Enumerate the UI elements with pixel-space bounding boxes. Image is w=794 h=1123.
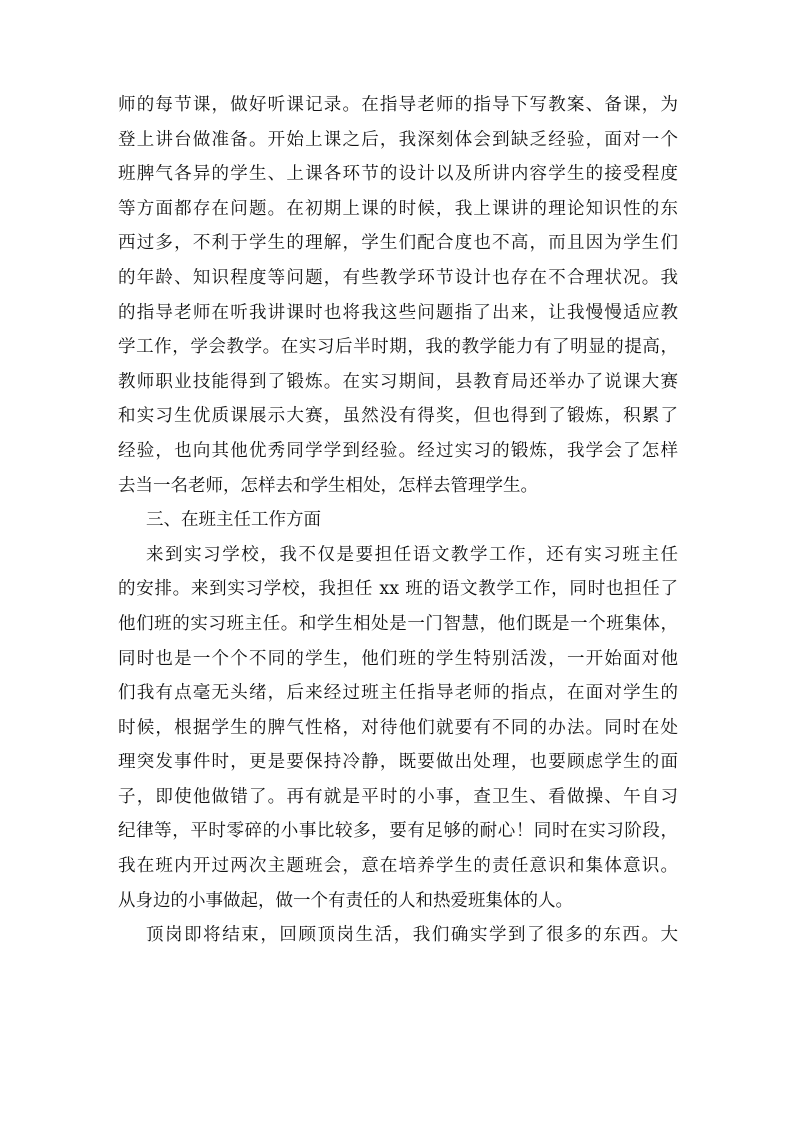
text-line: 们我有点毫无头绪，后来经过班主任指导老师的指点，在面对学生的 [118, 683, 678, 704]
text-line: 学工作，学会教学。在实习后半时期，我的教学能力有了明显的提高， [118, 337, 678, 358]
text-line: 从身边的小事做起，做一个有责任的人和热爱班集体的人。 [118, 890, 573, 911]
text-line: 西过多，不利于学生的理解，学生们配合度也不高，而且因为学生们 [118, 233, 678, 254]
text-line: 顶岗即将结束，回顾顶岗生活，我们确实学到了很多的东西。大 [146, 925, 678, 946]
text-line: 教师职业技能得到了锻炼。在实习期间，县教育局还举办了说课大赛 [118, 371, 678, 392]
text-line: 的安排。来到实习学校，我担任 xx 班的语文教学工作，同时也担任了 [118, 579, 678, 600]
text-line: 来到实习学校，我不仅是要担任语文教学工作，还有实习班主任 [146, 544, 678, 565]
text-line: 他们班的实习班主任。和学生相处是一门智慧，他们既是一个班集体， [118, 613, 678, 634]
body-text [118, 88, 678, 953]
text-line: 理突发事件时，更是要保持冷静，既要做出处理，也要顾虑学生的面 [118, 752, 678, 773]
text-line: 师的每节课，做好听课记录。在指导老师的指导下写教案、备课，为 [118, 95, 678, 115]
text-line: 的年龄、知识程度等问题，有些教学环节设计也存在不合理状况。我 [118, 267, 678, 288]
text-line: 同时也是一个个不同的学生，他们班的学生特别活泼，一开始面对他 [118, 648, 678, 669]
text-line: 子，即使他做错了。再有就是平时的小事，查卫生、看做操、午自习 [118, 786, 678, 807]
text-line: 纪律等，平时零碎的小事比较多，要有足够的耐心！同时在实习阶段， [118, 821, 678, 842]
text-line: 登上讲台做准备。开始上课之后，我深刻体会到缺乏经验，面对一个 [118, 129, 678, 150]
text-line: 去当一名老师，怎样去和学生相处，怎样去管理学生。 [118, 475, 538, 496]
text-line: 和实习生优质课展示大赛，虽然没有得奖，但也得到了锻炼，积累了 [118, 406, 678, 427]
text-line: 的指导老师在听我讲课时也将我这些问题指了出来，让我慢慢适应教 [118, 302, 678, 323]
text-line: 时候，根据学生的脾气性格，对待他们就要有不同的办法。同时在处 [118, 717, 678, 738]
section-heading: 三、在班主任工作方面 [146, 510, 321, 531]
text-line: 班脾气各异的学生、上课各环节的设计以及所讲内容学生的接受程度 [118, 164, 678, 185]
text-line: 经验，也向其他优秀同学学到经验。经过实习的锻炼，我学会了怎样 [118, 440, 678, 461]
text-line: 等方面都存在问题。在初期上课的时候，我上课讲的理论知识性的东 [118, 198, 678, 219]
text-line: 我在班内开过两次主题班会，意在培养学生的责任意识和集体意识。 [118, 856, 678, 877]
